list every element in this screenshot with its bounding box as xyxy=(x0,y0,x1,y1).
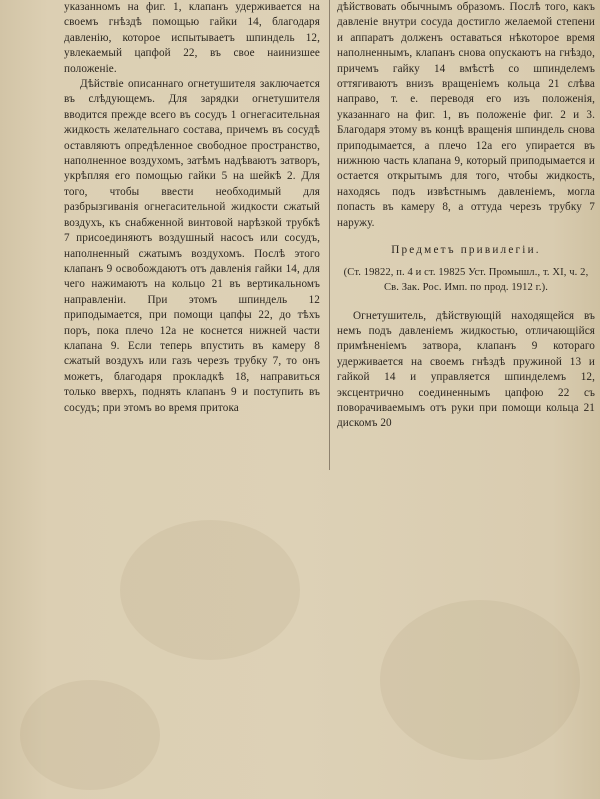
paragraph: указанномъ на фиг. 1, клапанъ удерживается на своемъ гнѣздѣ помощью гайки 14, благодаря давленію, которое испытываетъ шпиндель 12, увлекаемый цапфой 22, въ свое наинизшее положеніе. xyxy=(64,1,320,75)
left-text-column xyxy=(64,0,320,416)
legal-citation: (Ст. 19822, п. 4 и ст. 19825 Уст. Промышл., т. XI, ч. 2, Св. Зак. Рос. Имп. по прод. 1912 г.). xyxy=(343,266,589,293)
patent-claim: Огнетушитель, дѣйствующій находящейся въ немъ подъ давленіемъ жидкостью, отличающійся примѣненіемъ затвора, клапанъ 9 котораго удерживается на своемъ гнѣздѣ пружиной 13 и гайкой 14 и управляется шпинделемъ 12, эксцентрично соединеннымъ цапфою 22 съ поворачиваемымъ отъ руки при помощи кольца 21 дискомъ 20 xyxy=(337,309,595,430)
paper-stain xyxy=(380,600,580,760)
paper-stain xyxy=(20,680,160,790)
paper-stain xyxy=(120,520,300,660)
right-text-column xyxy=(337,0,595,432)
paragraph: Дѣйствіе описаннаго огнетушителя заключается въ слѣдующемъ. Для зарядки огнетушителя вводится прежде всего въ сосудъ 1 огнегасительная жидкость желательнаго состава, причемъ въ сосудѣ оставляютъ опредѣленное свободное пространство, наполненное воздухомъ, затѣмъ надѣваютъ затворъ, укрѣпляя его помощью гайки 5 на шейкѣ 2. Для того, чтобы ввести необходимый для разбрызгиванія огнегасительной жидкости сжатый воздухъ, къ снабженной винтовой нарѣзкой трубкѣ 7 присоединяютъ воздушный насосъ или сосудъ, наполненный сжатымъ воздухомъ. Послѣ этого клапанъ 9 освобождаютъ отъ давленія гайки 14, для чего нажимаютъ на кольцо 21 въ вертикальномъ направленіи. При этомъ шпиндель 12 приподымается, при помощи цапфы 22, до тѣхъ поръ, пока плечо 12а не коснется нижней части клапана 9. Если теперь впустить въ камеру 8 сжатый воздухъ или газъ черезъ трубку 7, то онъ можетъ, благодаря прокладкѣ 18, направиться только вверхъ, поднять клапанъ 9 и поступить въ сосудъ; при этомъ во время притока xyxy=(64,78,320,414)
section-heading: Предметъ привилегіи. xyxy=(391,244,541,257)
column-divider xyxy=(329,0,330,470)
paragraph: дѣйствовать обычнымъ образомъ. Послѣ того, какъ давленіе внутри сосуда достигло желаемой степени и аппаратъ долженъ оставаться нѣкоторое время наполненнымъ, клапанъ снова опускаютъ на гнѣздо, причемъ гайку 14 вмѣстѣ со шпинделемъ оттягиваютъ внизъ вращеніемъ кольца 21 слѣва направо, т. е. переводя его изъ положенія, указаннаго на фиг. 1, въ положеніе фиг. 2 и 3. Благодаря этому въ концѣ вращенія шпиндель снова приподымается, а плечо 12а его упирается въ нижнюю часть клапана 9, который приподымается и остается открытымъ для того, чтобы жидкость, находясь подъ извѣстнымъ давленіемъ, могла попасть въ камеру 8, а оттуда черезъ трубку 7 наружу. xyxy=(337,1,595,229)
